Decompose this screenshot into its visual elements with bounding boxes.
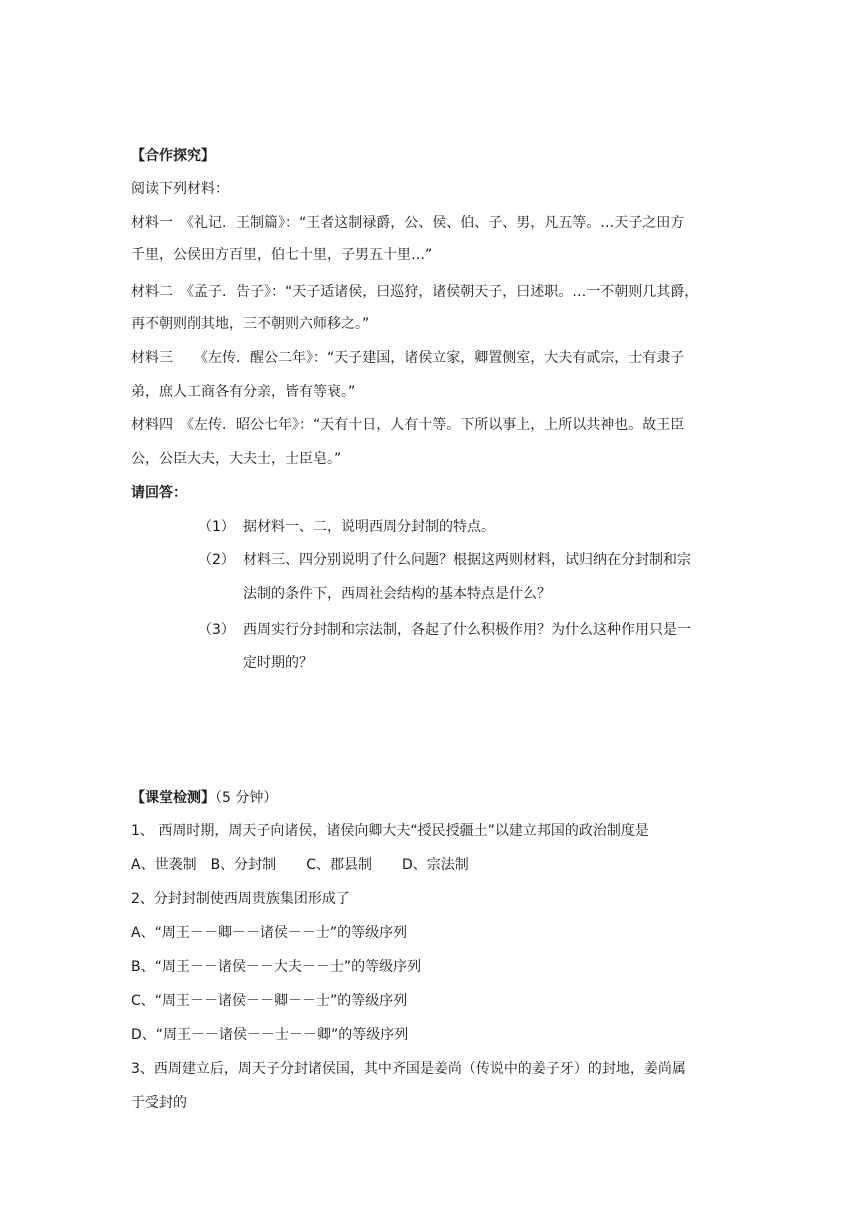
test-q1-stem: 1、 西周时期，周天子向诸侯，诸侯向卿大夫“授民授疆土”以建立邦国的政治制度是 xyxy=(131,823,649,839)
test-q2-stem: 2、分封封制使西周贵族集团形成了 xyxy=(131,891,350,907)
test-q1-options xyxy=(131,855,469,875)
test-q2-option-b: B、“周王－－诸侯－－大夫－－士”的等级序列 xyxy=(131,959,422,975)
section-title-cooperative-inquiry: 【合作探究】 xyxy=(131,148,215,164)
material-4-line-2: 公，公臣大夫，大夫士，士臣皂。” xyxy=(131,451,342,467)
classroom-test-time: （5 分钟） xyxy=(215,790,278,806)
test-q3-line-2: 于受封的 xyxy=(131,1095,187,1111)
material-4-line-1: 材料四 《左传．昭公七年》：“天有十日，人有十等。下所以事上，上所以共神也。故王臣 xyxy=(131,417,685,433)
question-3-number: （3） xyxy=(198,622,235,638)
test-q1-option-b: B、分封制 xyxy=(210,857,277,873)
material-1-line-2: 千里，公侯田方百里，伯七十里，子男五十里…” xyxy=(131,247,433,263)
material-3-line-1: 材料三 《左传．醒公二年》：“天子建国，诸侯立家，卿置侧室，大夫有贰宗，士有隶子 xyxy=(131,350,685,366)
material-2-line-1: 材料二 《孟子．告子》：“天子适诸侯，曰巡狩，诸侯朝天子，曰述职。…一不朝则几其爵， xyxy=(131,284,699,300)
classroom-test-title: 【课堂检测】 xyxy=(131,790,215,806)
test-q2-option-d: D、“周王－－诸侯－－士－－卿”的等级序列 xyxy=(131,1027,409,1043)
section-title-classroom-test xyxy=(131,788,277,808)
test-q1-option-d: D、宗法制 xyxy=(401,857,469,873)
test-q2-option-a: A、“周王－－卿－－诸侯－－士”的等级序列 xyxy=(131,925,408,941)
test-q2-option-c: C、“周王－－诸侯－－卿－－士”的等级序列 xyxy=(131,993,408,1009)
material-2-line-2: 再不朝则削其地，三不朝则六师移之。” xyxy=(131,316,370,332)
question-2-line-1: 材料三、四分别说明了什么问题？根据这两则材料，试归纳在分封制和宗 xyxy=(243,552,691,568)
test-q1-option-a: A、世袭制 xyxy=(131,857,197,873)
question-3-line-1: 西周实行分封制和宗法制，各起了什么积极作用？为什么这种作用只是一 xyxy=(243,622,691,638)
test-q1-option-c: C、郡县制 xyxy=(306,857,372,873)
material-3-line-2: 弟，庶人工商各有分亲，皆有等衰。” xyxy=(131,384,356,400)
question-1-number: （1） xyxy=(198,519,235,535)
test-q3-line-1: 3、西周建立后，周天子分封诸侯国，其中齐国是姜尚（传说中的姜子牙）的封地，姜尚属 xyxy=(131,1061,686,1077)
answer-prompt: 请回答： xyxy=(131,485,187,501)
question-3-line-2: 定时期的？ xyxy=(243,655,313,671)
material-1-line-1: 材料一 《礼记．王制篇》：“王者这制禄爵，公、侯、伯、子、男，凡五等。…天子之田方 xyxy=(131,215,685,231)
section-intro: 阅读下列材料： xyxy=(131,181,229,197)
question-2-line-2: 法制的条件下，西周社会结构的基本特点是什么？ xyxy=(243,586,551,602)
question-1-text: 据材料一、二，说明西周分封制的特点。 xyxy=(243,519,495,535)
question-2-number: （2） xyxy=(198,552,235,568)
